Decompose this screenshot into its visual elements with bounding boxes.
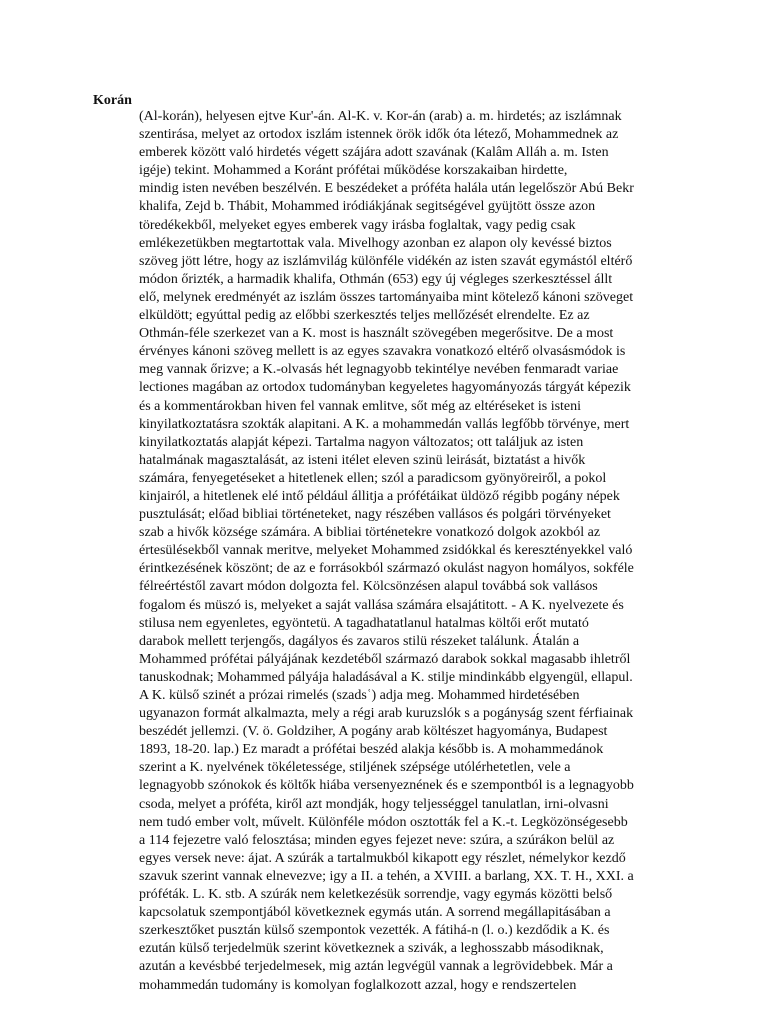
body-line: kinyilatkoztatás alapját képezi. Tartalma nagyon változatos; ott találjuk az isten bbox=[139, 434, 584, 450]
body-line: azután a kevésbbé terjedelmesek, mig aztán legvégül vannak a legrövidebbek. Már a bbox=[139, 959, 613, 975]
body-line: Mohammed prófétai pályájának kezdetéből származó darabok sokkal magasabb ihletről bbox=[139, 651, 631, 667]
body-line: számára, fenyegetéseket a hitetlenek ellen; szól a paradicsom gyönyöreiről, a pokol bbox=[139, 470, 607, 486]
body-line: és a kommentárokban hiven fel vannak emlitve, sőt még az eltéréseket is isteni bbox=[139, 398, 582, 414]
body-line: kapcsolatuk szempontjából következnek egymás után. A sorrend megállapitásában a bbox=[139, 905, 611, 921]
body-line: khalifa, Zejd b. Thábit, Mohammed iródiákjának segitségével gyüjtött össze azon bbox=[139, 199, 596, 215]
body-line: érvényes kánoni szöveg mellett is az egyes szavakra vonatkozó eltérő olvasásmódok is bbox=[139, 344, 626, 360]
body-line: igéje) tekint. Mohammed a Koránt prófétai működése korszakaiban hirdette, bbox=[139, 163, 568, 179]
body-line: nem tudó ember volt, művelt. Különféle módon osztották fel a K.-t. Legközönségesebb bbox=[139, 814, 628, 830]
body-line: elő, melynek eredményét az iszlám összes tartományaiba mint kötelező kánoni szöveget bbox=[139, 289, 634, 305]
body-line: kinjairól, a hitetlenek elé intő például állitja a prófétáikat üldöző régibb pogány népek bbox=[139, 488, 620, 504]
body-line: pusztulását; előad bibliai történeteket, nagy részében vallásos és polgári törvényeket bbox=[139, 507, 611, 523]
body-line: ezután külső terjedelmük szerint következnek a szivák, a leghosszabb másodiknak, bbox=[139, 941, 604, 957]
body-line: hatalmának magasztalását, az isteni itélet eleven szinü leirását, biztatást a hivők bbox=[139, 452, 586, 468]
body-line: tanuskodnak; Mohammed pályája haladásával a K. stilje mindinkább elgyengül, ellapul. bbox=[139, 669, 633, 685]
body-line: értesülésekből vannak meritve, melyeket Mohammed zsidókkal és keresztényekkel való bbox=[139, 543, 633, 559]
body-line: Othmán-féle szerkezet van a K. most is használt szövegében megerősitve. De a most bbox=[139, 326, 614, 342]
body-line: fogalom és müszó is, melyeket a saját vallása számára elsajátitott. - A K. nyelvezete és bbox=[139, 597, 624, 613]
body-line: próféták. L. K. stb. A szúrák nem keletkezésük sorrendje, vagy egymás közötti belső bbox=[139, 887, 613, 903]
body-line: emlékezetükben megtartottak vala. Mivelhogy azonban ez alapon oly kevéssé biztos bbox=[139, 235, 612, 251]
body-line: félreértéstől zavart módon dolgozta fel. Kölcsönzésen alapul továbbá sok vallásos bbox=[139, 579, 598, 595]
body-line: ugyanazon formát alkalmazta, mely a régi arab kuruzslók s a pogányság szent férfiainak bbox=[139, 706, 634, 722]
body-line: stilusa nem egyenletes, egyöntetü. A tagadhatatlanul hatalmas költői erőt mutató bbox=[139, 615, 589, 631]
body-line: töredékekből, melyeket egyes emberek vagy irásba foglaltak, vagy pedig csak bbox=[139, 217, 576, 233]
body-line: beszédét jellemzi. (V. ö. Goldziher, A pogány arab költészet hagyománya, Budapest bbox=[139, 724, 608, 740]
body-line: lectiones magában az ortodox tudományban kegyeletes hagyományozás tárgyát képezik bbox=[139, 380, 631, 396]
article-body bbox=[139, 108, 679, 995]
body-line: emberek között való hirdetés végett szájára adott szavának (Kalâm Alláh a. m. Isten bbox=[139, 145, 609, 161]
body-line: mindig isten nevében beszélvén. E beszédeket a próféta halála után legelőször Abú Bekr bbox=[139, 181, 634, 197]
body-line: csoda, melyet a próféta, kiről azt mondják, hogy teljességgel tanulatlan, irni-olvasni bbox=[139, 796, 609, 812]
body-line: szöveg jött létre, hogy az iszlámvilág különféle vidékén az isten szavát egymástól eltérő bbox=[139, 253, 633, 269]
body-line: szerint a K. nyelvének tökéletessége, stiljének szépsége utólérhetetlen, vele a bbox=[139, 760, 571, 776]
body-line: meg vannak őrizve; a K.-olvasás hét legnagyobb tekintélye nevében fenmaradt variae bbox=[139, 362, 619, 378]
body-line: elküldött; egyúttal pedig az előbbi szerkesztés teljes mellőzését elrendelte. Ez az bbox=[139, 308, 590, 324]
body-line: szavuk szerint vannak elnevezve; igy a II. a tehén, a XVIII. a barlang, XX. T. H., XXI. a bbox=[139, 868, 634, 884]
body-line: módon őrizték, a harmadik khalifa, Othmán (653) egy új végleges szerkesztéssel állt bbox=[139, 271, 613, 287]
body-line: szerkesztőket pusztán külső szempontok vezették. A fátihá-n (l. o.) kezdődik a K. és bbox=[139, 923, 610, 939]
body-line: érintkezésének köszönt; de az e forrásokból származó okulást nagyon homályos, sokféle bbox=[139, 561, 634, 577]
article-title: Korán bbox=[93, 93, 132, 108]
body-line: a 114 fejezetre való felosztása; minden egyes fejezet neve: szúra, a szúrákon belül az bbox=[139, 832, 615, 848]
body-line: kinyilatkoztatásra szokták alapitani. A K. a mohammedán vallás legfőbb törvénye, mert bbox=[139, 416, 630, 432]
body-line: mohammedán tudomány is komolyan foglalkozott azzal, hogy e rendszertelen bbox=[139, 977, 577, 993]
body-line: legnagyobb szónokok és költők hiába versenyeznének és e szempontból is a legnagyobb bbox=[139, 778, 634, 794]
body-line: (Al-korán), helyesen ejtve Kur'-án. Al-K. v. Kor-án (arab) a. m. hirdetés; az iszlámnak bbox=[139, 109, 622, 124]
body-line: egyes versek neve: ájat. A szúrák a tartalmukból kikapott egy részlet, némelykor kezdő bbox=[139, 850, 626, 866]
body-line: szab a hivők községe számára. A bibliai történetekre vonatkozó dolgok azokból az bbox=[139, 525, 601, 541]
body-line: szentirása, melyet az ortodox iszlám istennek örök idők óta létező, Mohammednek az bbox=[139, 127, 619, 143]
body-line: darabok mellett terjengős, dagályos és zavaros stilü részeket találunk. Átalán a bbox=[139, 633, 580, 649]
body-line: A K. külső szinét a prózai rimelés (szadsʿ) adja meg. Mohammed hirdetésében bbox=[139, 688, 580, 703]
body-line: 1893, 18-20. lap.) Ez maradt a prófétai beszéd alakja később is. A mohammedánok bbox=[139, 742, 604, 758]
